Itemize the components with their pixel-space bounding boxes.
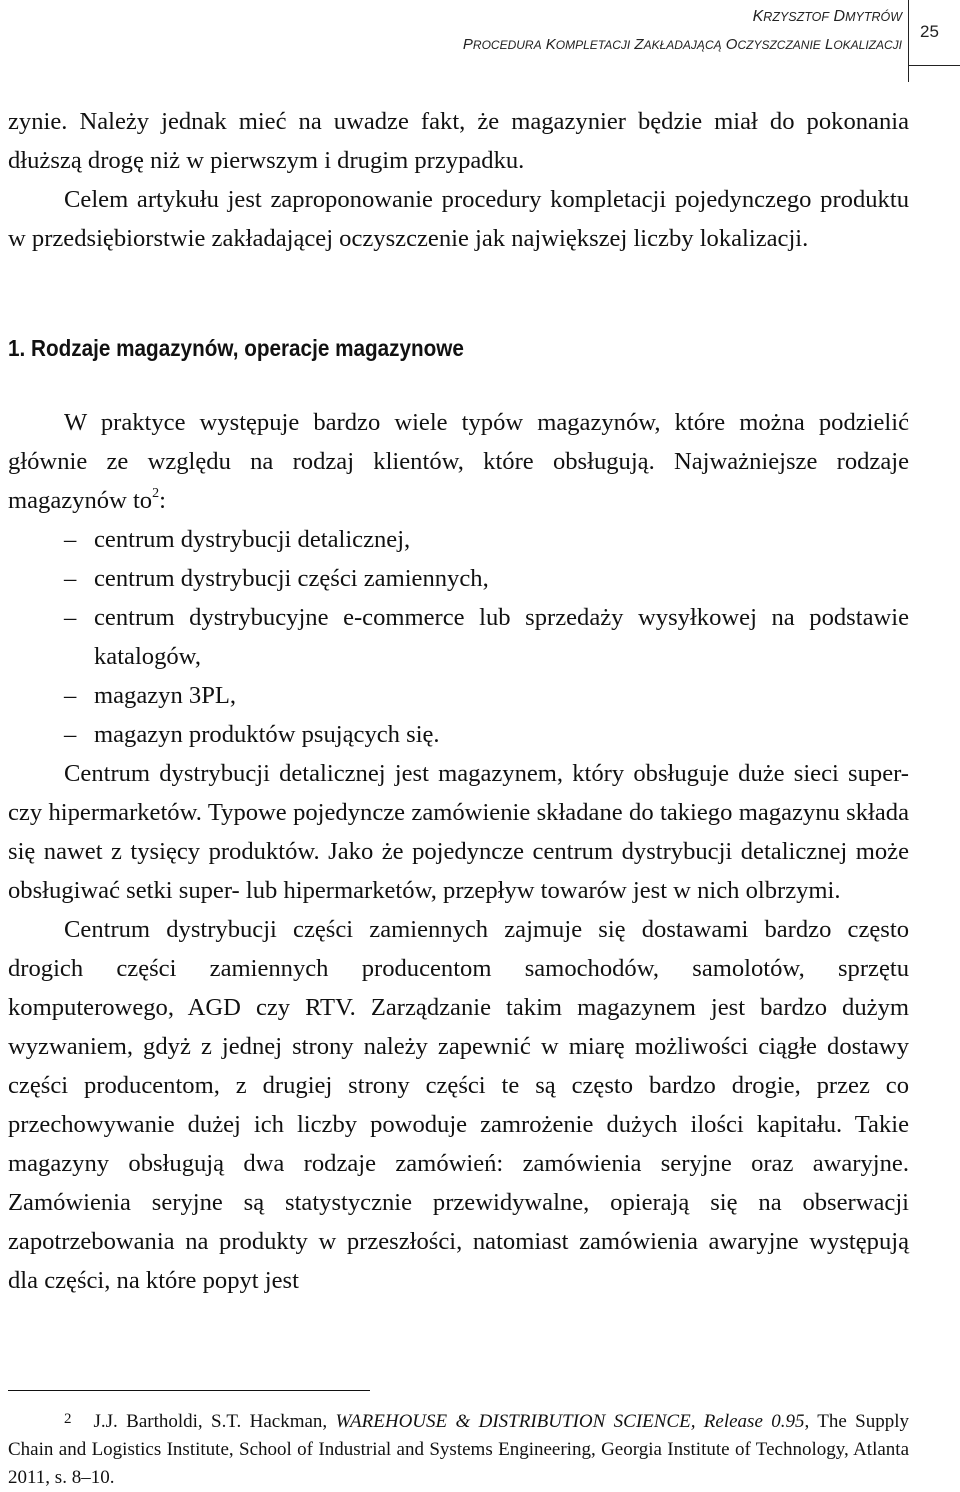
list-item-text: magazyn produktów psujących się. — [94, 721, 440, 748]
small-caps-initial: O — [725, 36, 738, 53]
list-item-text: magazyn 3PL, — [94, 682, 237, 709]
small-caps-rest: CZYSZCZANIE — [737, 38, 821, 52]
small-caps-initial: K — [752, 8, 764, 25]
intro-paragraph-1: zynie. Należy jednak mieć na uwadze fakt, że magazynier będzie miał do pokonania dłuższą drogę niż w pierwszym i drugim przypadku. — [8, 108, 909, 174]
warehouse-types-list — [8, 520, 909, 754]
small-caps-rest: RZYSZTOF — [763, 10, 830, 24]
running-head-author — [753, 8, 902, 26]
section-heading: 1. Rodzaje magazynów, operacje magazynowe — [8, 335, 464, 361]
small-caps-initial: P — [462, 36, 473, 53]
list-item — [8, 715, 909, 754]
dash-marker: – — [64, 604, 77, 631]
dash-marker: – — [64, 526, 77, 553]
dash-marker: – — [64, 721, 77, 748]
page-number: 25 — [920, 22, 939, 41]
running-head-text — [753, 8, 902, 25]
footnote-separator — [8, 1390, 370, 1391]
header-divider-horizontal — [908, 65, 960, 66]
footnote — [8, 1405, 909, 1492]
small-caps-rest: MYTRÓW — [845, 10, 902, 24]
small-caps-initial: K — [545, 36, 556, 53]
dash-marker: – — [64, 565, 77, 592]
list-item-text: centrum dystrybucji części zamiennych, — [94, 565, 489, 592]
header-divider-vertical — [908, 0, 909, 82]
section-lead-paragraph — [8, 403, 909, 520]
list-item — [8, 676, 909, 715]
footnote-rest: , The Supply Chain and Logistics Institute, School of Industrial and Systems Engineering, Georgia Institute of Technology, Atlanta 2011, s. 8–10. — [8, 1411, 910, 1488]
list-item — [8, 598, 909, 676]
small-caps-rest: AKŁADAJĄCĄ — [643, 38, 722, 52]
small-caps-rest: OKALIZACJI — [833, 38, 902, 52]
footnote-authors: J.J. Bartholdi, S.T. Hackman, — [93, 1411, 328, 1432]
lead-text: W praktyce występuje bardzo wiele typów magazynów, które można podzielić głównie ze względu na rodzaj klientów, które obsługują. Najważniejsze rodzaje magazynów to — [8, 409, 909, 514]
list-item — [8, 520, 909, 559]
small-caps-rest: ROCEDURA — [472, 38, 542, 52]
footnote-book-title: WAREHOUSE & DISTRIBUTION SCIENCE, Release 0.95 — [335, 1411, 805, 1432]
lead-colon: : — [159, 487, 166, 514]
dash-marker: – — [64, 682, 77, 709]
running-head-title — [463, 36, 902, 53]
body-paragraph-spare-parts: Centrum dystrybucji części zamiennych zajmuje się dostawami bardzo często drogich części zamiennych producentom samochodów, samolotów, sprzętu komputerowego, AGD czy RTV. Zarządzanie takim magazynem jest bardzo dużym wyzwaniem, gdyż z jednej strony należy zapewnić w miarę możliwości ciągłe dostawy części producentom, z drugiej strony części te są często bardzo drogie, przez co przechowywanie dużej ich liczby powoduje zamrożenie dużych ilości kapitału. Takie magazyny obsługują dwa rodzaje zamówień: zamówienia seryjne oraz awaryjne. Zamówienia seryjne są statystycznie przewidywalne, opierają się na obserwacji zapotrzebowania na produkty w przeszłości, natomiast zamówienia awaryjne występują dla części, na które popyt jest — [8, 916, 909, 1294]
list-item-text: centrum dystrybucyjne e-commerce lub sprzedaży wysyłkowej na podstawie katalogów, — [94, 604, 909, 670]
small-caps-initial: L — [824, 36, 834, 53]
small-caps-initial: Z — [634, 36, 644, 53]
list-item — [8, 559, 909, 598]
list-item-text: centrum dystrybucji detalicznej, — [94, 526, 411, 553]
running-head-text — [463, 36, 902, 53]
footnote-number: 2 — [64, 1411, 72, 1427]
body-paragraph-retail: Centrum dystrybucji detalicznej jest magazynem, który obsługuje duże sieci super- czy hipermarketów. Typowe pojedyncze zamówienie składane do takiego magazynu składa się nawet z tysięcy produktów. Jako że pojedyncze centrum dystrybucji detalicznej może obsługiwać setki super- lub hipermarketów, przepływ towarów jest w nich olbrzymi. — [8, 760, 909, 904]
small-caps-rest: OMPLETACJI — [555, 38, 631, 52]
page-body — [8, 102, 909, 1300]
page-header — [0, 0, 960, 80]
small-caps-initial: D — [833, 8, 846, 25]
footnote-reference: 2 — [152, 486, 160, 501]
intro-paragraph-2: Celem artykułu jest zaproponowanie procedury kompletacji pojedynczego produktu w przedsiębiorstwie zakładającej oczyszczenie jak największej liczby lokalizacji. — [8, 186, 909, 252]
